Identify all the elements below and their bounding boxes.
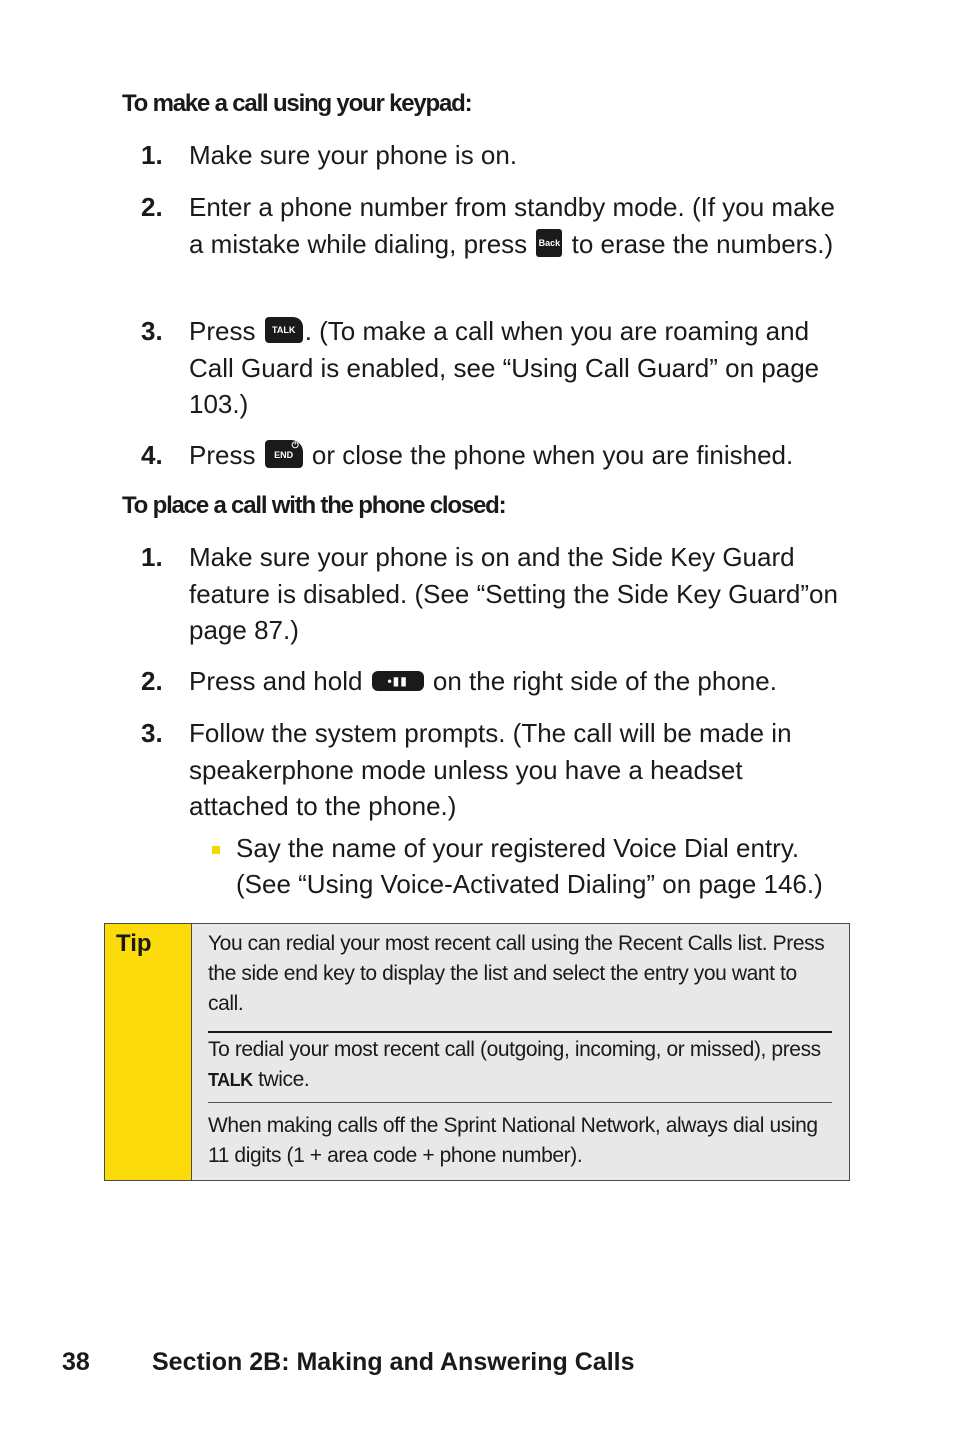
step-number: 2. [141, 192, 163, 222]
step-text [189, 437, 849, 474]
step-text: Make sure your phone is on. [189, 140, 518, 170]
tip-paragraph-1: You can redial your most recent call using the Recent Calls list. Press the side end key to display the list and select the entry you want to call. [208, 932, 825, 1015]
step-text-a: Press and hold [189, 666, 370, 696]
power-icon: ⏻ [291, 440, 299, 451]
page-number: 38 [62, 1348, 90, 1376]
step-text: Follow the system prompts. (The call will be made in speakerphone mode unless you have a headset attached to the phone.) [189, 718, 792, 821]
talk-key-icon: TALK [265, 317, 303, 343]
step-number: 1. [141, 542, 163, 572]
step-text [189, 313, 849, 423]
step-number: 1. [141, 140, 163, 170]
back-key-icon: Back [536, 229, 562, 257]
tip-para2-a: To redial your most recent call (outgoing, incoming, or missed), press [208, 1038, 821, 1061]
tip-box [104, 923, 850, 1181]
step-text-b: or close the phone when you are finished. [304, 440, 794, 470]
step-number: 3. [141, 718, 163, 748]
step-text [189, 663, 849, 700]
heading-keypad-call: To make a call using your keypad: [122, 90, 472, 117]
tip-divider-thin [208, 1102, 832, 1103]
tip-para2-b: twice. [252, 1068, 310, 1091]
tip-label: Tip [116, 930, 152, 957]
talk-key-label: TALK [208, 1070, 253, 1090]
step-text-b: . (To make a call when you are roaming and Call Guard is enabled, see “Using Call Guard” on page 103.) [189, 316, 820, 419]
section-title: Section 2B: Making and Answering Calls [152, 1348, 635, 1376]
end-key-label: END [274, 450, 294, 461]
step-text: Make sure your phone is on and the Side Key Guard feature is disabled. (See “Setting the Side Key Guard”on page 87.) [189, 542, 838, 645]
step-text-a: Press [189, 440, 263, 470]
step-text-a: Press [189, 316, 263, 346]
tip-label-panel [105, 924, 192, 1180]
step-number: 2. [141, 666, 163, 696]
step-text [189, 189, 849, 262]
step-text-a: Enter a phone number from standby mode. (If you make a mistake while dialing, press [189, 192, 836, 259]
step-number: 3. [141, 316, 163, 346]
tip-divider-thick [208, 1031, 832, 1033]
tip-paragraph-3: When making calls off the Sprint National Network, always dial using 11 digits (1 + area code + phone number). [208, 1114, 818, 1167]
step-text-b: to erase the numbers.) [564, 228, 834, 259]
end-key-icon [265, 440, 303, 468]
heading-closed-call: To place a call with the phone closed: [122, 492, 506, 519]
tip-paragraph-2 [208, 1035, 832, 1095]
step-text-b: on the right side of the phone. [425, 666, 777, 696]
bullet-text: Say the name of your registered Voice Dial entry. (See “Using Voice-Activated Dialing” on page 146.) [236, 833, 823, 899]
step-number: 4. [141, 440, 163, 470]
bullet-square-icon [212, 846, 220, 854]
side-key-icon: •▮▮ [372, 671, 424, 691]
